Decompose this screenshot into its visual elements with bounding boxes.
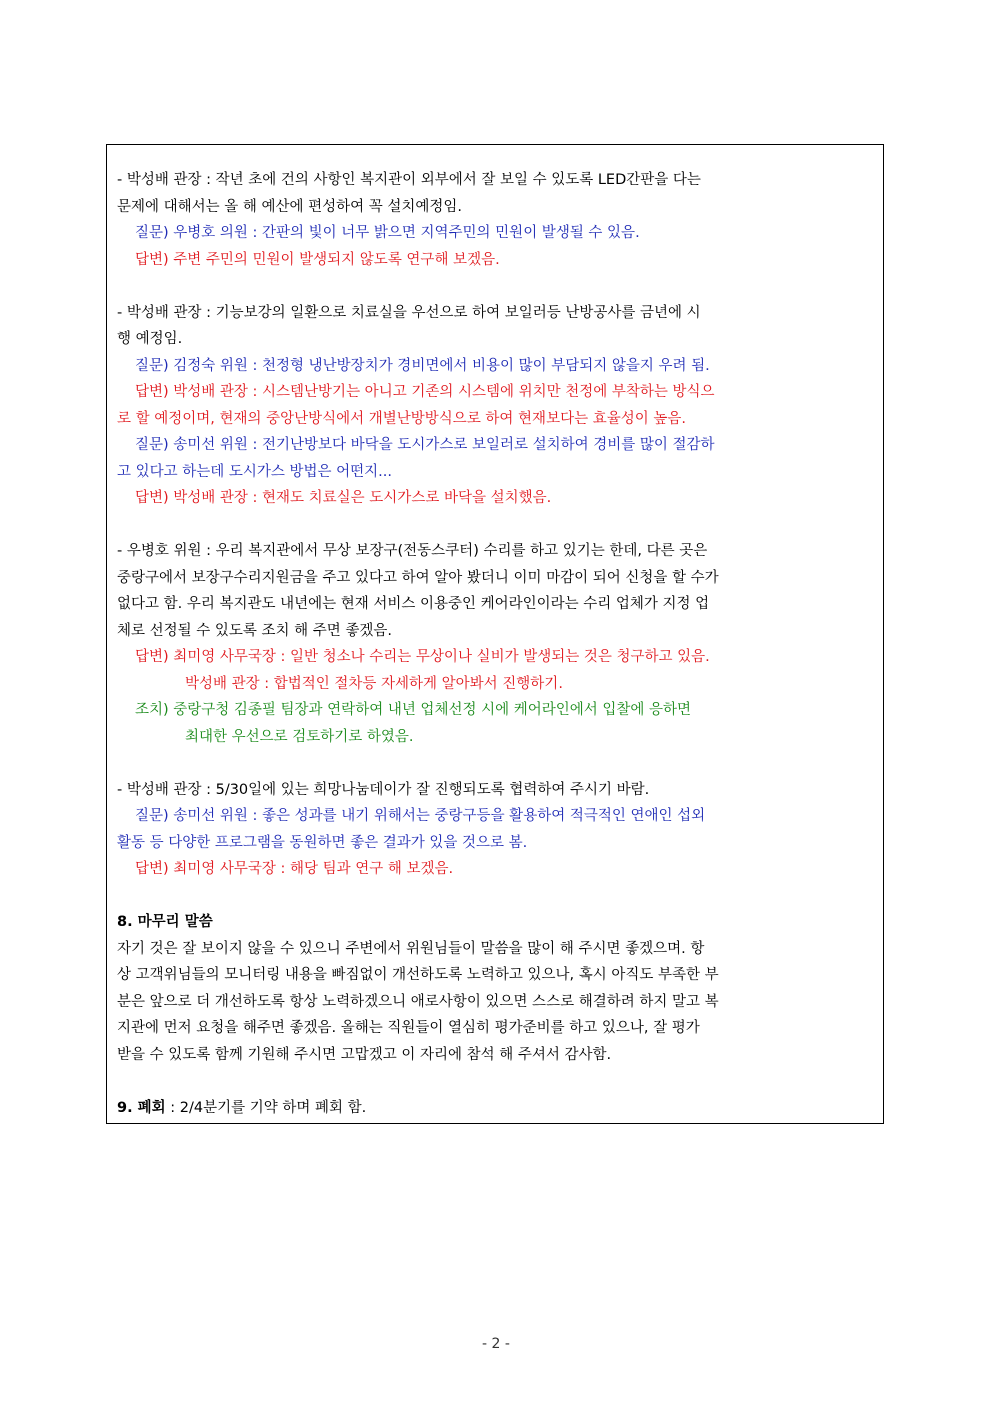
item1-statement bbox=[117, 167, 875, 220]
section8-title: 8. 마무리 말씀 bbox=[117, 914, 213, 930]
item2-answer1-line2: 로 할 예정이며, 현재의 중앙난방식에서 개별난방방식으로 하여 현재보다는 효율성이 높음. bbox=[117, 410, 686, 427]
item3-answer-line2: 박성배 관장 : 합법적인 절차등 자세하게 알아봐서 진행하기. bbox=[185, 675, 563, 692]
item4-question-line2: 활동 등 다양한 프로그램을 동원하면 좋은 결과가 있을 것으로 봄. bbox=[117, 834, 528, 851]
page-number: - 2 - bbox=[482, 1336, 510, 1352]
item3-line4: 체로 선정될 수 있도록 조치 해 주면 좋겠음. bbox=[117, 622, 392, 639]
section9-title: 9. 폐회 bbox=[117, 1099, 166, 1116]
section9 bbox=[117, 1095, 875, 1122]
item3-statement bbox=[117, 538, 875, 644]
section8-line1: 자기 것은 잘 보이지 않을 수 있으니 주변에서 위원님들이 말씀을 많이 해 주시면 좋겠으며. 항 bbox=[117, 940, 705, 957]
item3-line3: 없다고 함. 우리 복지관도 내년에는 현재 서비스 이용중인 케어라인이라는 수리 업체가 지정 업 bbox=[117, 596, 710, 612]
minutes-box bbox=[106, 144, 884, 1124]
item4-answer: 답변) 최미영 사무국장 : 해당 팀과 연구 해 보겠음. bbox=[135, 861, 454, 877]
section8-body bbox=[117, 936, 875, 1069]
item3-line1: - 우병호 위원 : 우리 복지관에서 무상 보장구(전동스쿠터) 수리를 하고 있기는 한데, 다른 곳은 bbox=[117, 543, 708, 559]
item2-statement bbox=[117, 300, 875, 353]
item3-action-line1: 조치) 중랑구청 김종필 팀장과 연락하여 내년 업체선정 시에 케어라인에서 입찰에 응하면 bbox=[135, 702, 691, 718]
item3-answer bbox=[117, 644, 875, 697]
item2-answer1 bbox=[117, 379, 875, 432]
item4-question bbox=[117, 803, 875, 856]
minutes-content bbox=[117, 167, 875, 1121]
item1-line2: 문제에 대해서는 올 해 예산에 편성하여 꼭 설치예정임. bbox=[117, 198, 463, 215]
item1-answer: 답변) 주변 주민의 민원이 발생되지 않도록 연구해 보겠음. bbox=[135, 251, 500, 268]
section8-line3: 분은 앞으로 더 개선하도록 항상 노력하겠으니 애로사항이 있으면 스스로 해결하려 하지 말고 복 bbox=[117, 993, 719, 1010]
item2-question2-line2: 고 있다고 하는데 도시가스 방법은 어떤지... bbox=[117, 463, 392, 480]
item1-line1: - 박성배 관장 : 작년 초에 건의 사항인 복지관이 외부에서 잘 보일 수 있도록 LED간판을 다는 bbox=[117, 172, 701, 188]
section8-line4: 지관에 먼저 요청을 해주면 좋겠음. 올해는 직원들이 열심히 평가준비를 하고 있으나, 잘 평가 bbox=[117, 1020, 700, 1036]
item2-question2 bbox=[117, 432, 875, 485]
item2-question1: 질문) 김정숙 위원 : 천정형 냉난방장치가 경비면에서 비용이 많이 부담되지 않을지 우려 됨. bbox=[135, 357, 710, 374]
item2-question2-line1: 질문) 송미선 위원 : 전기난방보다 바닥을 도시가스로 보일러로 설치하여 경비를 많이 절감하 bbox=[135, 437, 715, 453]
item2-line1: - 박성배 관장 : 기능보강의 일환으로 치료실을 우선으로 하여 보일러등 난방공사를 금년에 시 bbox=[117, 304, 701, 321]
item3-action bbox=[117, 697, 875, 750]
item3-line2: 중랑구에서 보장구수리지원금을 주고 있다고 하여 알아 봤더니 이미 마감이 되어 신청을 할 수가 bbox=[117, 569, 719, 586]
item2-line2: 행 예정임. bbox=[117, 331, 183, 347]
item4-question-line1: 질문) 송미선 위원 : 좋은 성과를 내기 위해서는 중랑구등을 활용하여 적극적인 연애인 섭외 bbox=[135, 808, 706, 824]
item3-answer-line1: 답변) 최미영 사무국장 : 일반 청소나 수리는 무상이나 실비가 발생되는 것은 청구하고 있음. bbox=[135, 649, 710, 665]
item2-answer1-line1: 답변) 박성배 관장 : 시스템난방기는 아니고 기존의 시스템에 위치만 천정에 부착하는 방식으 bbox=[135, 384, 715, 400]
item1-question: 질문) 우병호 의원 : 간판의 빛이 너무 밝으면 지역주민의 민원이 발생될 수 있음. bbox=[135, 225, 640, 241]
section8-line5: 받을 수 있도록 함께 기원해 주시면 고맙겠고 이 자리에 참석 해 주셔서 감사함. bbox=[117, 1046, 612, 1063]
item2-answer2: 답변) 박성배 관장 : 현재도 치료실은 도시가스로 바닥을 설치했음. bbox=[135, 490, 552, 506]
item4-statement: - 박성배 관장 : 5/30일에 있는 희망나눔데이가 잘 진행되도록 협력하여 주시기 바람. bbox=[117, 781, 650, 798]
item3-action-line2: 최대한 우선으로 검토하기로 하였음. bbox=[185, 728, 414, 745]
section8-line2: 상 고객위님들의 모니터링 내용을 빠짐없이 개선하도록 노력하고 있으나, 혹시 아직도 부족한 부 bbox=[117, 967, 719, 983]
section9-text: : 2/4분기를 기약 하며 폐회 함. bbox=[165, 1099, 367, 1116]
